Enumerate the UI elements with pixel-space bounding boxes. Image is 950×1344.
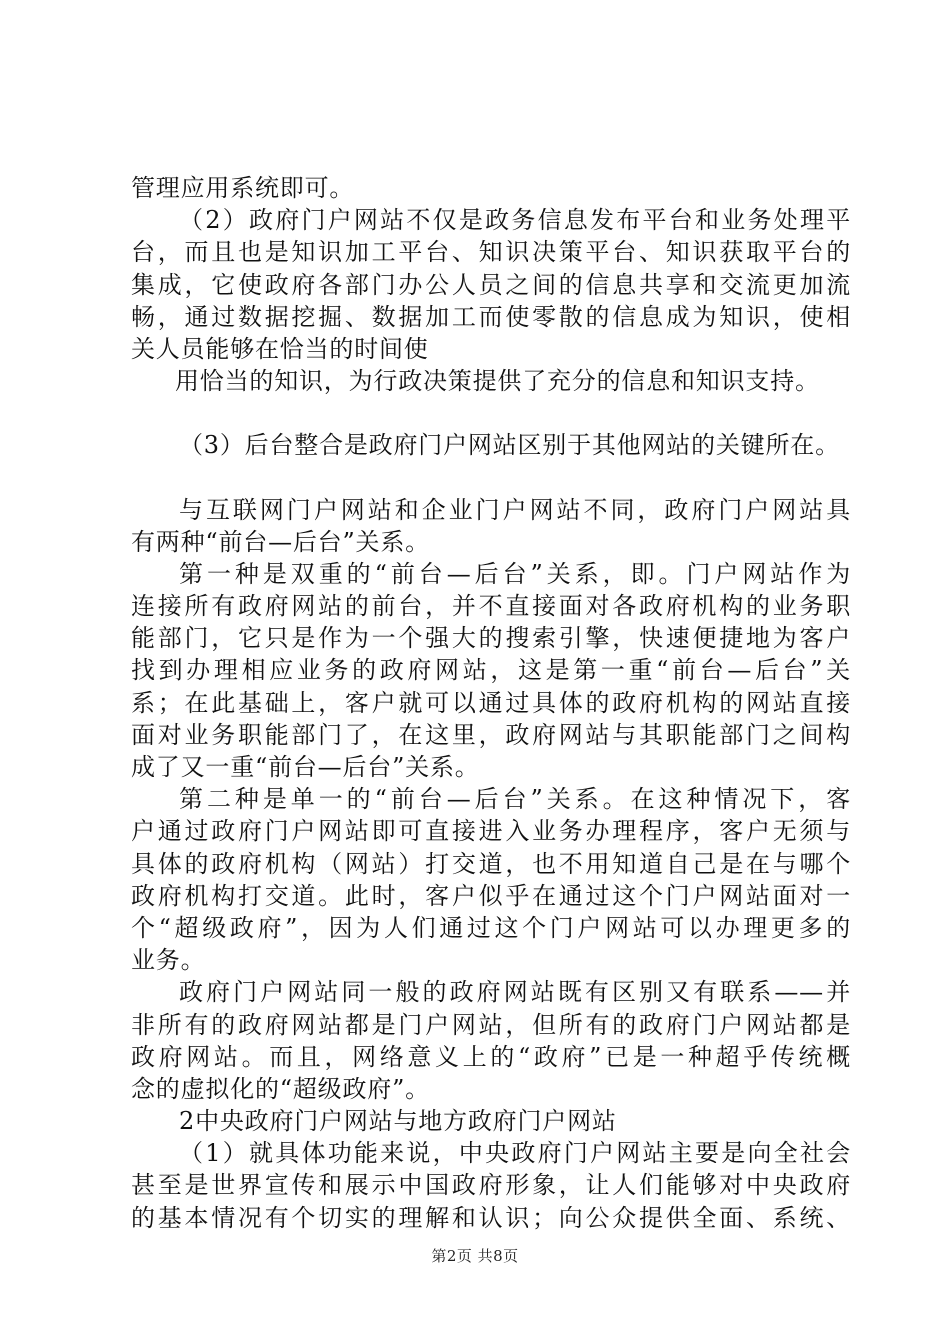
section-heading: 2中央政府门户网站与地方政府门户网站 [179,1107,617,1136]
paragraph-gap [131,462,851,494]
text-line: 户通过政府门户网站即可直接进入业务办理程序，客户无须与 [131,817,851,846]
text-line: 连接所有政府网站的前台，并不直接面对各政府机构的业务职 [131,592,851,621]
text-line: 业务。 [131,946,206,975]
text-line: 台，而且也是知识加工平台、知识决策平台、知识获取平台的 [131,238,851,267]
text-line: 政府机构打交道。此时，客户似乎在通过这个门户网站面对一 [131,881,851,910]
text-line: 找到办理相应业务的政府网站，这是第一重“前台—后台”关 [131,656,851,685]
text-line: 管理应用系统即可。 [131,174,355,202]
text-line: （1）就具体功能来说，中央政府门户网站主要是向全社会 [179,1139,851,1168]
text-line: 成了又一重“前台—后台”关系。 [131,753,480,781]
text-line: 畅，通过数据挖掘、数据加工而使零散的信息成为知识，使相 [131,302,851,331]
page-number-footer: 第2页 共8页 [431,1247,519,1265]
text-line: 政府门户网站同一般的政府网站既有区别又有联系——并 [179,978,851,1007]
document-body [131,172,851,1234]
text-line: 面对业务职能部门了，在这里，政府网站与其职能部门之间构 [131,720,851,749]
text-line: 的基本情况有个切实的理解和认识；向公众提供全面、系统、 [131,1203,851,1232]
text-line: 集成，它使政府各部门办公人员之间的信息共享和交流更加流 [131,270,851,299]
text-line: 用恰当的知识，为行政决策提供了充分的信息和知识支持。 [175,367,820,396]
text-line: 甚至是世界宣传和展示中国政府形象，让人们能够对中央政府 [131,1171,851,1200]
text-line: 第二种是单一的“前台—后台”关系。在这种情况下，客 [179,785,851,814]
text-line: 有两种“前台—后台”关系。 [131,527,430,556]
text-line: 非所有的政府网站都是门户网站，但所有的政府门户网站都是 [131,1010,851,1039]
text-line: （3）后台整合是政府门户网站区别于其他网站的关键所在。 [179,431,840,460]
text-line: 政府网站。而且，网络意义上的“政府”已是一种超乎传统概 [131,1042,851,1071]
text-line: 关人员能够在恰当的时间使 [131,334,429,363]
text-line: 系；在此基础上，客户就可以通过具体的政府机构的网站直接 [131,688,851,717]
text-line: 与互联网门户网站和企业门户网站不同，政府门户网站具 [179,495,851,524]
paragraph-gap [131,397,851,429]
text-line: 第一种是双重的“前台—后台”关系，即。门户网站作为 [179,559,851,588]
text-line: 具体的政府机构（网站）打交道，也不用知道自己是在与哪个 [131,849,851,878]
text-line: 个“超级政府”，因为人们通过这个门户网站可以办理更多的 [131,913,851,942]
text-line: 念的虚拟化的“超级政府”。 [131,1074,430,1103]
text-line: （2）政府门户网站不仅是政务信息发布平台和业务处理平 [179,206,851,235]
text-line: 能部门，它只是作为一个强大的搜索引擎，快速便捷地为客户 [131,624,851,653]
